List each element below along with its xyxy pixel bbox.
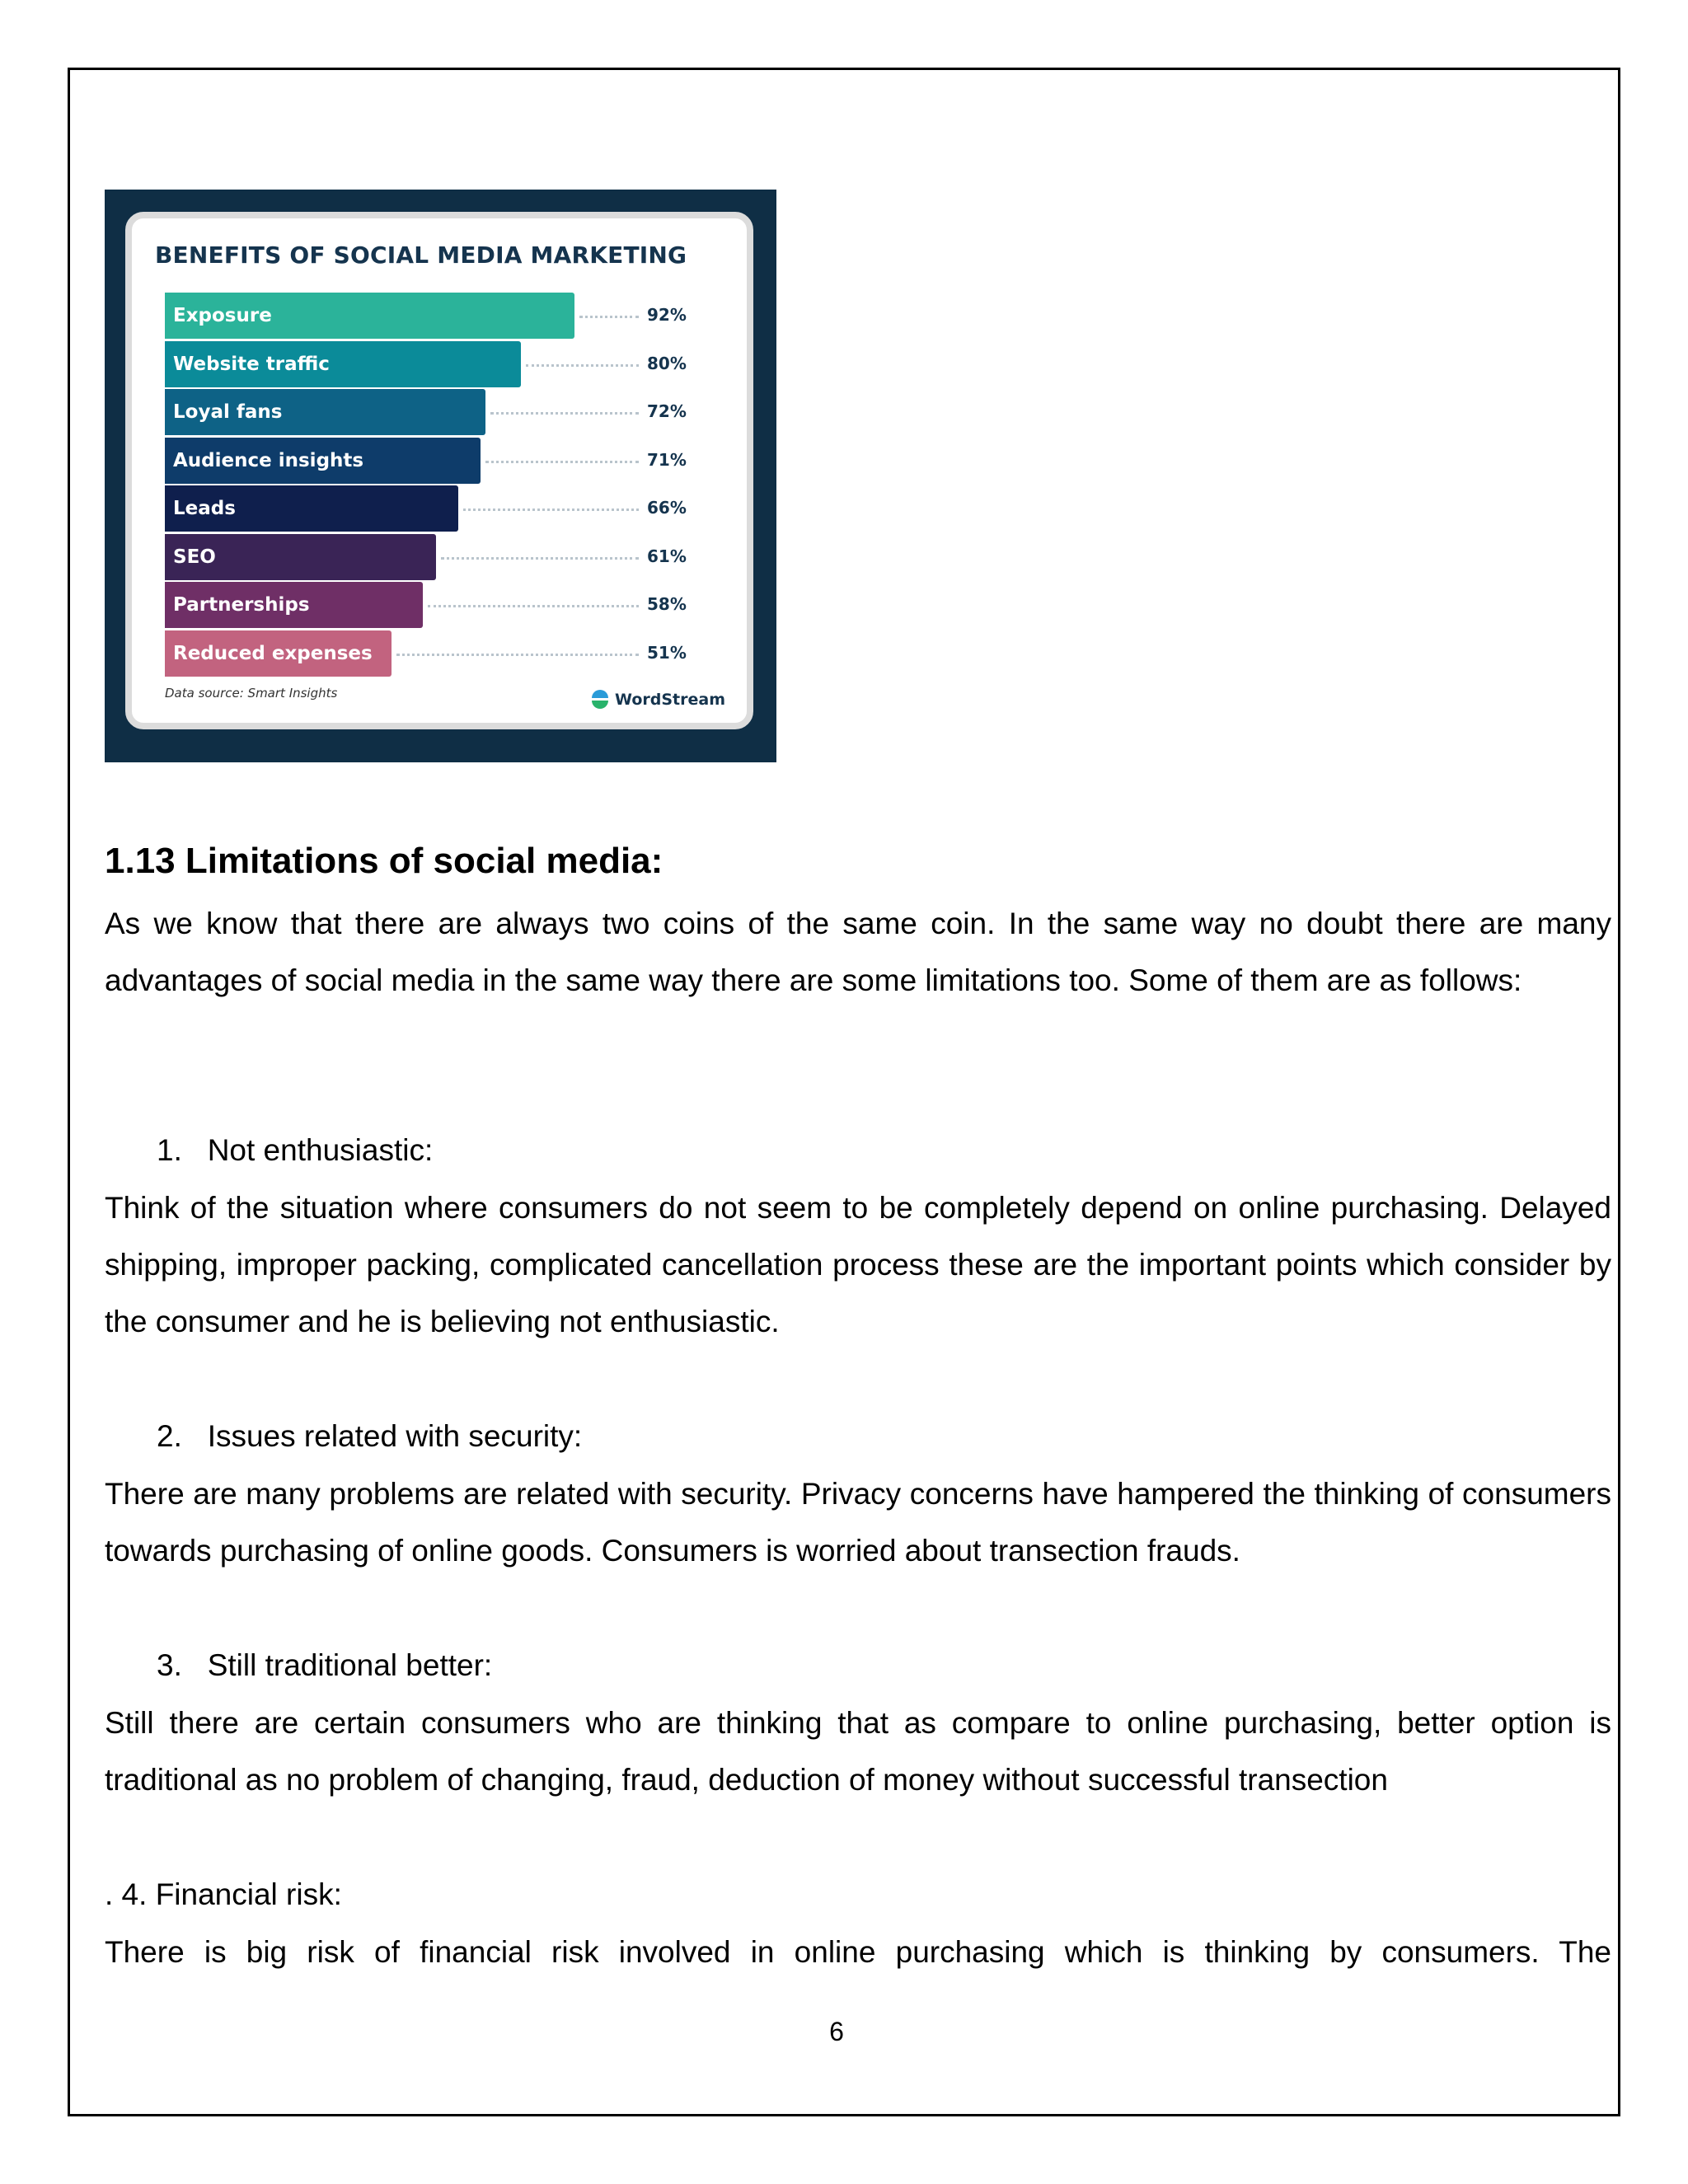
infographic-source: Data source: Smart Insights [165, 686, 338, 701]
infographic-card [125, 212, 753, 729]
bar-partnerships [165, 582, 423, 628]
list-item-number: . 4. [105, 1877, 148, 1911]
list-item-3-heading [157, 1648, 492, 1683]
list-item-title: Not enthusiastic: [207, 1133, 434, 1167]
value-label: 66% [647, 498, 687, 518]
list-item-number: 3. [157, 1648, 182, 1682]
bar-label: Partnerships [173, 594, 310, 616]
brand-name: WordStream [615, 691, 725, 709]
list-item-number: 1. [157, 1133, 182, 1167]
intro-paragraph: As we know that there are always two coins of the same coin. In the same way no doubt there are many advantages of social media in the same way there are some limitations too. Some of them are as follows: [105, 907, 1611, 997]
list-item-title: Still traditional better: [207, 1648, 493, 1682]
list-item-3-text: Still there are certain consumers who are thinking that as compare to online purchasing, better option is traditional as no problem of changing, fraud, deduction of money without successful transection [105, 1706, 1611, 1797]
bar-seo [165, 534, 436, 580]
page-number: 6 [829, 2017, 844, 2046]
bar-label: Exposure [173, 305, 272, 326]
leader-line [396, 654, 639, 656]
list-item-1-text: Think of the situation where consumers do not seem to be completely depend on online purchasing. Delayed shipping, improper packing, complicated cancellation process these are the important points which consider by the consumer and he is believing not enthusiastic. [105, 1191, 1611, 1338]
bar-label: Website traffic [173, 353, 330, 375]
wordstream-logo-icon [590, 690, 610, 710]
bar-label: Audience insights [173, 449, 364, 471]
bar-audience-insights [165, 438, 481, 484]
list-item-4-text: There is big risk of financial risk involved in online purchasing which is thinking by consumers. The [105, 1935, 1611, 1969]
list-item-2-text: There are many problems are related with security. Privacy concerns have hampered the thinking of consumers towards purchasing of online goods. Consumers is worried about transection frauds. [105, 1477, 1611, 1568]
list-item-2-heading [157, 1419, 582, 1454]
bar-chart [132, 218, 747, 723]
leader-line [428, 605, 639, 607]
bar-label: Reduced expenses [173, 642, 373, 664]
value-label: 80% [647, 353, 687, 373]
bar-label: Leads [173, 498, 236, 519]
value-label: 92% [647, 305, 687, 325]
infographic-title: BENEFITS OF SOCIAL MEDIA MARKETING [155, 241, 687, 269]
leader-line [485, 461, 639, 463]
leader-line [441, 557, 639, 560]
list-item-number: 2. [157, 1419, 182, 1453]
value-label: 72% [647, 401, 687, 421]
value-label: 51% [647, 642, 687, 663]
leader-line [526, 364, 639, 367]
leader-line [490, 412, 639, 415]
bar-loyal-fans [165, 389, 485, 435]
bar-reduced-expenses [165, 630, 392, 677]
leader-line [579, 316, 639, 318]
brand [590, 690, 725, 710]
bar-leads [165, 485, 458, 532]
bar-label: SEO [173, 546, 216, 568]
value-label: 61% [647, 546, 687, 566]
bar-exposure [165, 293, 574, 339]
value-label: 71% [647, 449, 687, 470]
bar-label: Loyal fans [173, 401, 283, 423]
section-heading: 1.13 Limitations of social media: [105, 841, 663, 881]
benefits-infographic [105, 190, 776, 762]
list-item-4-heading [105, 1877, 342, 1912]
leader-line [463, 509, 639, 511]
value-label: 58% [647, 594, 687, 614]
bar-website-traffic [165, 341, 521, 387]
list-item-1-heading [157, 1133, 433, 1168]
list-item-title: Financial risk: [155, 1877, 342, 1911]
list-item-title: Issues related with security: [207, 1419, 583, 1453]
